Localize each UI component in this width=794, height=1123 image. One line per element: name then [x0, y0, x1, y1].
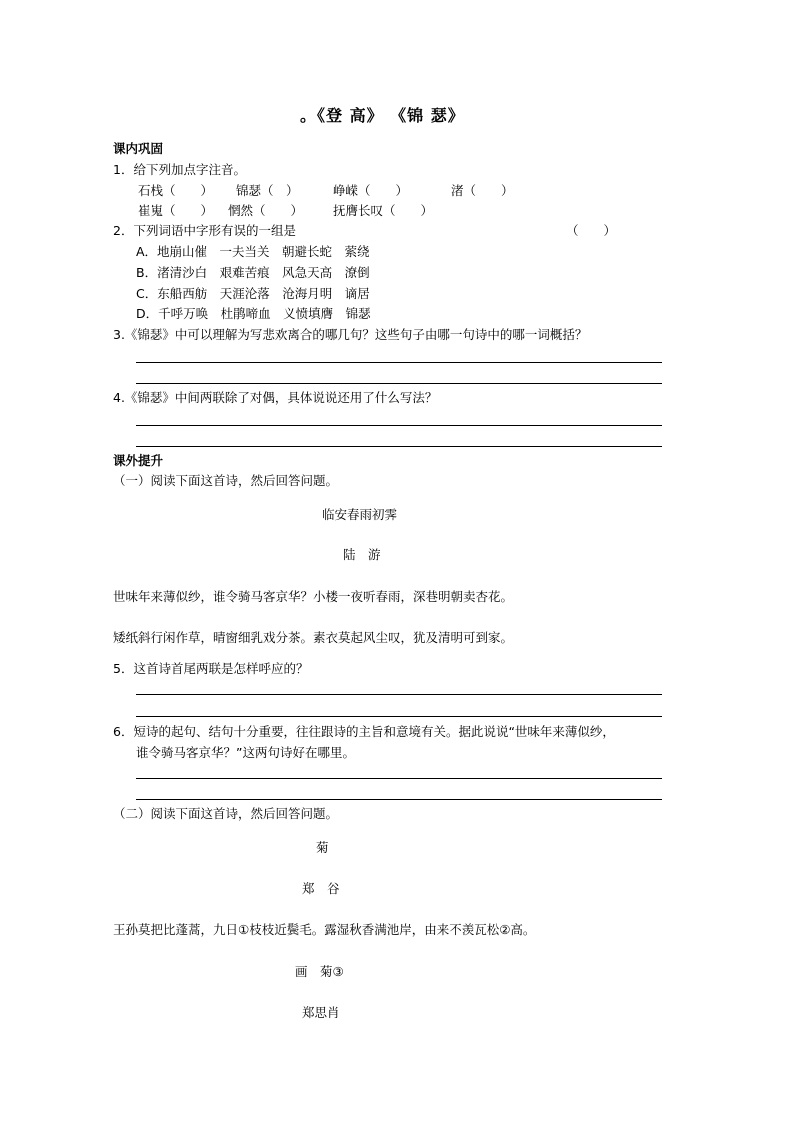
answer-line[interactable]	[136, 694, 662, 695]
q1-item: 锦瑟（ ）	[236, 183, 299, 198]
q1-item: 惘然（ ）	[228, 203, 304, 218]
q2-option-b: B．渚清沙白 艰难苦痕 风急天高 潦倒	[136, 265, 370, 280]
section-heading-in-class: 课内巩固	[113, 141, 164, 156]
q1-item: 峥嵘（ ）	[333, 183, 409, 198]
q1-item: 崔嵬（ ）	[138, 203, 214, 218]
q2-stem: 2．下列词语中字形有误的一组是	[113, 223, 296, 238]
q3-stem: 3.《锦瑟》中可以理解为写悲欢离合的哪几句？这些句子由哪一句诗中的哪一词概括？	[113, 327, 588, 342]
q2-option-c: C．东船西舫 天涯沦落 沧海月明 谪居	[136, 286, 370, 301]
answer-line[interactable]	[136, 778, 662, 779]
q6-stem: 6．短诗的起句、结句十分重要，往往跟诗的主旨和意境有关。据此说说“世味年来薄似纱，	[113, 724, 615, 739]
poem3-title: 画 菊③	[295, 964, 344, 979]
answer-line[interactable]	[136, 799, 662, 800]
poem2-title: 菊	[316, 840, 329, 855]
q1-item: 渚（ ）	[451, 183, 514, 198]
answer-line[interactable]	[136, 716, 662, 717]
poem3-author: 郑思肖	[302, 1005, 340, 1020]
section-heading-extension: 课外提升	[113, 453, 164, 468]
q6-stem-continued: 谁令骑马客京华？”这两句诗好在哪里。	[136, 745, 355, 760]
q2-answer-paren: （ ）	[566, 223, 617, 238]
q2-option-a: A．地崩山催 一夫当关 朝避长蛇 萦绕	[136, 244, 370, 259]
q4-stem: 4.《锦瑟》中间两联除了对偶，具体说说还用了什么写法？	[113, 390, 438, 405]
q5-stem: 5．这首诗首尾两联是怎样呼应的？	[113, 661, 309, 676]
poem1-title: 临安春雨初霁	[322, 507, 398, 522]
answer-line[interactable]	[136, 362, 662, 363]
poem1-author: 陆 游	[343, 547, 381, 562]
answer-line[interactable]	[136, 446, 662, 447]
poem2-author: 郑 谷	[302, 881, 340, 896]
answer-line[interactable]	[136, 425, 662, 426]
part1-intro: （一）阅读下面这首诗，然后回答问题。	[113, 473, 339, 488]
poem1-line: 世味年来薄似纱，谁令骑马客京华？小楼一夜听春雨，深巷明朝卖杏花。	[113, 589, 514, 604]
q1-stem: 1．给下列加点字注音。	[113, 162, 246, 177]
q1-item: 石栈（ ）	[138, 183, 214, 198]
answer-line[interactable]	[136, 383, 662, 384]
poem2-line: 王孙莫把比蓬蒿，九日①枝枝近鬓毛。露湿秋香满池岸，由来不羡瓦松②高。	[113, 922, 536, 937]
q2-option-d: D．千呼万唤 杜鹃啼血 义愤填膺 锦瑟	[136, 306, 371, 321]
part2-intro: （二）阅读下面这首诗，然后回答问题。	[113, 806, 339, 821]
q1-item: 抚膺长叹（ ）	[333, 203, 434, 218]
poem1-line: 矮纸斜行闲作草，晴窗细乳戏分茶。素衣莫起风尘叹，犹及清明可到家。	[113, 630, 514, 645]
page-title: 。《登 高》 《锦 瑟》	[300, 106, 465, 125]
